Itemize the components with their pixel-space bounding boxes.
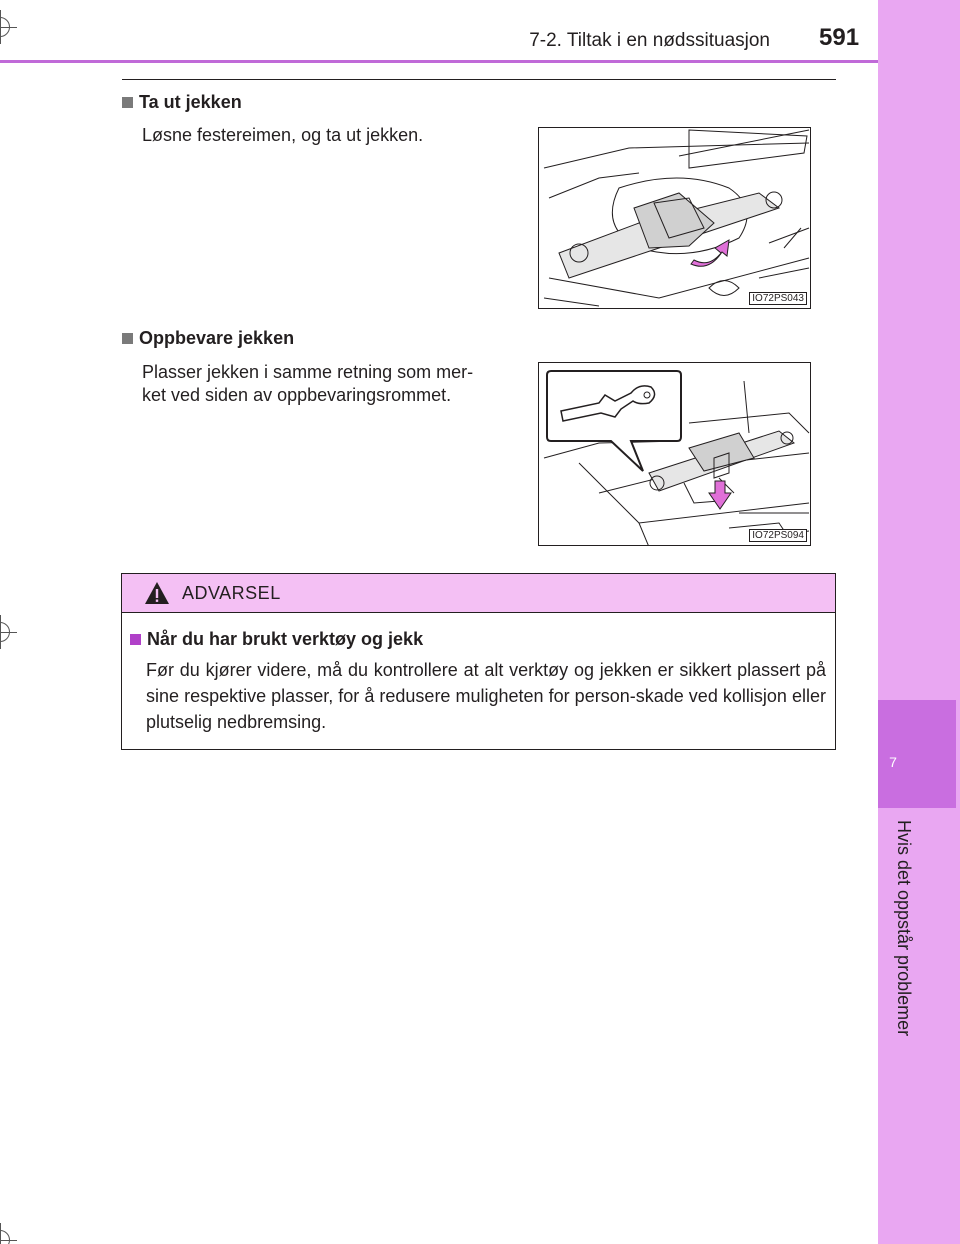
warning-box xyxy=(121,573,836,750)
crop-mark-top-left xyxy=(0,17,10,37)
figure-store-jack xyxy=(538,362,811,546)
chapter-label: Hvis det oppstår problemer xyxy=(894,820,914,1037)
orientation-callout xyxy=(547,371,681,471)
crop-mark-mid-left xyxy=(0,622,10,642)
header-rule xyxy=(0,60,878,63)
lift-arrow-icon xyxy=(691,240,729,266)
warning-label: ADVARSEL xyxy=(182,582,281,603)
warning-header xyxy=(122,574,835,613)
warning-title xyxy=(130,629,423,650)
chapter-number: 7 xyxy=(889,754,897,770)
warning-triangle-icon xyxy=(144,581,170,605)
square-bullet-icon xyxy=(122,333,133,344)
crop-mark-bottom-left xyxy=(0,1230,10,1244)
jack-removal-illustration xyxy=(539,128,811,309)
heading-text: Ta ut jekken xyxy=(139,92,242,112)
content-rule xyxy=(122,79,836,80)
square-bullet-icon xyxy=(122,97,133,108)
square-bullet-icon xyxy=(130,634,141,645)
chapter-side-tab xyxy=(878,0,960,1244)
text-line: Plasser jekken i samme retning som mer- xyxy=(142,362,474,382)
heading-text: Oppbevare jekken xyxy=(139,328,295,348)
warning-text: Før du kjører videre, må du kontrollere at alt verktøy og jekken er sikkert plassert på sine respektive plasser, for å redusere muligheten for person-skade ved kollisjon eller plutselig nedbremsing. xyxy=(146,660,826,732)
figure-remove-jack xyxy=(538,127,811,309)
down-arrow-icon xyxy=(709,481,731,509)
section-heading-remove-jack xyxy=(122,92,242,113)
section-title: 7-2. Tiltak i en nødssituasjon xyxy=(529,30,770,51)
text-line: ket ved siden av oppbevaringsrommet. xyxy=(142,385,452,405)
figure-code: IO72PS043 xyxy=(749,292,807,305)
figure-code: IO72PS094 xyxy=(749,529,807,542)
page-number: 591 xyxy=(819,24,860,51)
jack-storage-illustration xyxy=(539,363,811,546)
section-text-store-jack xyxy=(142,361,473,407)
section-heading-store-jack xyxy=(122,328,294,349)
warning-title-text: Når du har brukt verktøy og jekk xyxy=(147,629,424,649)
section-text-remove-jack: Løsne festereimen, og ta ut jekken. xyxy=(142,125,424,145)
